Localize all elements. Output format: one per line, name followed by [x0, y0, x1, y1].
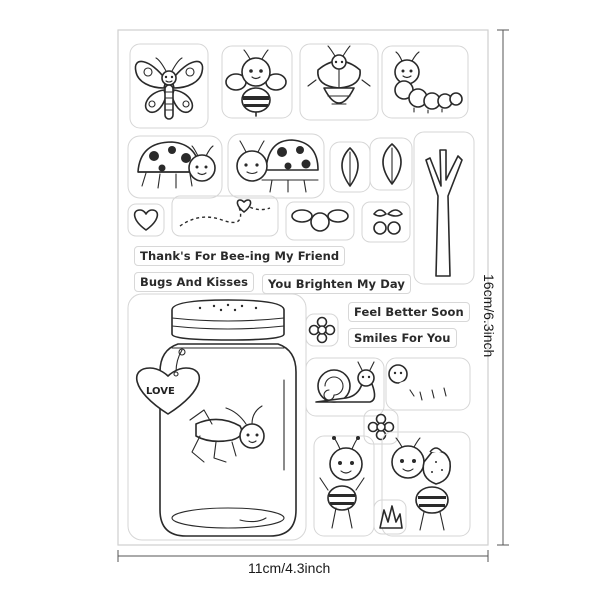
height-dimension-label: 16cm/6.3inch	[481, 274, 497, 358]
sentiment-smiles-stamp: Smiles For You	[348, 328, 457, 348]
height-dimension-line	[497, 30, 509, 545]
jar-tag-label: LOVE	[146, 386, 175, 397]
sentiment-feel-better-stamp: Feel Better Soon	[348, 302, 470, 322]
width-dimension-label: 11cm/4.3inch	[248, 560, 331, 576]
sentiment-brighten-stamp: You Brighten My Day	[262, 274, 411, 294]
sentiment-bugs-kisses-stamp: Bugs And Kisses	[134, 272, 254, 292]
sentiment-thanks-stamp: Thank's For Bee-ing My Friend	[134, 246, 345, 266]
